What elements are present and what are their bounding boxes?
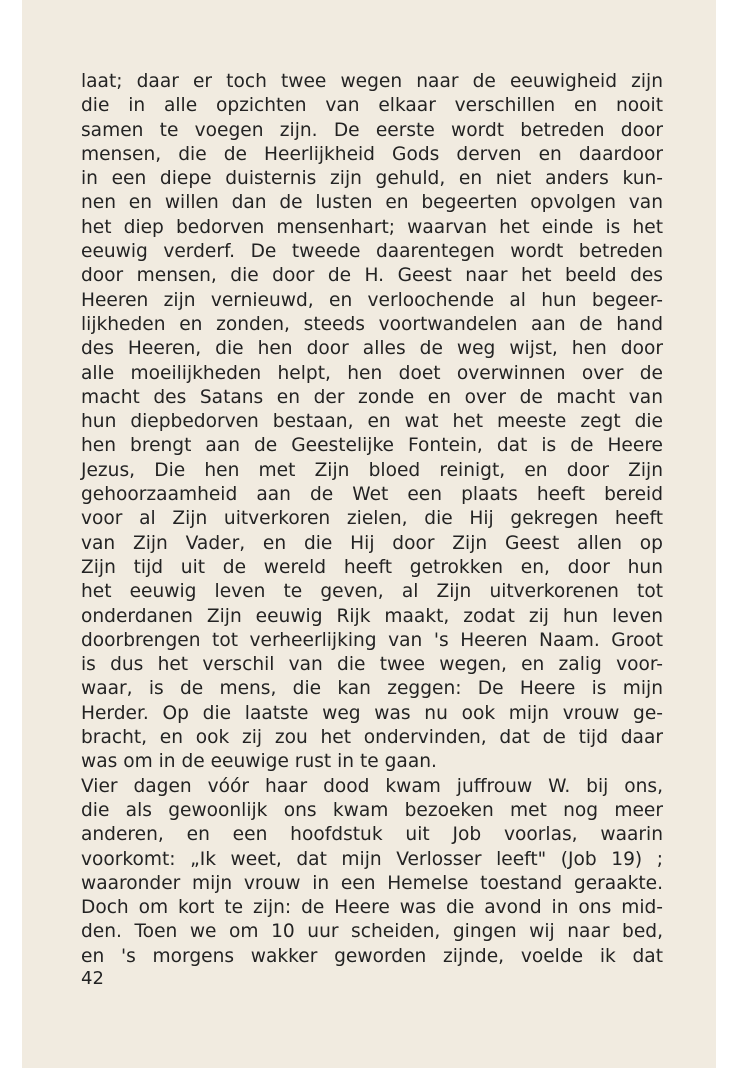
text-line: waar, is de mens, die kan zeggen: De Heere is mijn xyxy=(81,678,663,700)
page-number: 42 xyxy=(81,968,104,989)
text-line: nen en willen dan de lusten en begeerten opvolgen van xyxy=(81,192,663,214)
text-line: anderen, en een hoofdstuk uit Job voorlas, waarin xyxy=(81,824,663,846)
text-line: Doch om kort te zijn: de Heere was die avond in ons mid- xyxy=(81,897,663,919)
text-line: het eeuwig leven te geven, al Zijn uitverkorenen tot xyxy=(81,581,663,603)
text-line: en 's morgens wakker geworden zijnde, voelde ik dat xyxy=(81,945,663,967)
text-line: die in alle opzichten van elkaar verschillen en nooit xyxy=(81,95,663,117)
book-page xyxy=(22,0,716,1068)
text-line: is dus het verschil van die twee wegen, en zalig voor- xyxy=(81,654,663,676)
text-line: laat; daar er toch twee wegen naar de eeuwigheid zijn xyxy=(81,71,663,92)
text-line: Vier dagen vóór haar dood kwam juffrouw W. bij ons, xyxy=(81,775,663,797)
text-line: voorkomt: „Ik weet, dat mijn Verlosser leeft" (Job 19) ; xyxy=(81,848,663,870)
text-line: was om in de eeuwige rust in te gaan. xyxy=(81,751,437,773)
text-line: door mensen, die door de H. Geest naar het beeld des xyxy=(81,265,663,287)
text-line: des Heeren, die hen door alles de weg wijst, hen door xyxy=(81,338,663,360)
text-line: gehoorzaamheid aan de Wet een plaats heeft bereid xyxy=(81,484,663,506)
text-line: Jezus, Die hen met Zijn bloed reinigt, en door Zijn xyxy=(81,459,663,481)
text-line: lijkheden en zonden, steeds voortwandelen aan de hand xyxy=(81,313,663,335)
text-line: van Zijn Vader, en die Hij door Zijn Geest allen op xyxy=(81,532,663,554)
text-line: samen te voegen zijn. De eerste wordt betreden door xyxy=(81,119,663,141)
text-line: macht des Satans en der zonde en over de macht van xyxy=(81,386,663,408)
text-line: het diep bedorven mensenhart; waarvan het einde is het xyxy=(81,216,663,238)
text-line: doorbrengen tot verheerlijking van 's Heeren Naam. Groot xyxy=(81,629,663,651)
text-line: den. Toen we om 10 uur scheiden, gingen wij naar bed, xyxy=(81,921,663,943)
text-line: alle moeilijkheden helpt, hen doet overwinnen over de xyxy=(81,362,663,384)
text-line: voor al Zijn uitverkoren zielen, die Hij gekregen heeft xyxy=(81,508,663,530)
text-line: die als gewoonlijk ons kwam bezoeken met nog meer xyxy=(81,799,663,821)
text-line: hun diepbedorven bestaan, en wat het meeste zegt die xyxy=(81,411,663,433)
text-line: Heeren zijn vernieuwd, en verloochende al hun begeer- xyxy=(81,289,663,311)
text-line: mensen, die de Heerlijkheid Gods derven en daardoor xyxy=(81,143,663,165)
text-line: Zijn tijd uit de wereld heeft getrokken en, door hun xyxy=(81,556,663,578)
text-line: onderdanen Zijn eeuwig Rijk maakt, zodat zij hun leven xyxy=(81,605,663,627)
text-line: hen brengt aan de Geestelijke Fontein, dat is de Heere xyxy=(81,435,663,457)
text-line: waaronder mijn vrouw in een Hemelse toestand geraakte. xyxy=(81,872,663,894)
text-line: Herder. Op die laatste weg was nu ook mijn vrouw ge- xyxy=(81,702,663,724)
text-line: bracht, en ook zij zou het ondervinden, dat de tijd daar xyxy=(81,727,663,749)
body-text xyxy=(81,70,663,969)
text-line: eeuwig verderf. De tweede daarentegen wordt betreden xyxy=(81,241,663,263)
text-line: in een diepe duisternis zijn gehuld, en niet anders kun- xyxy=(81,168,663,190)
